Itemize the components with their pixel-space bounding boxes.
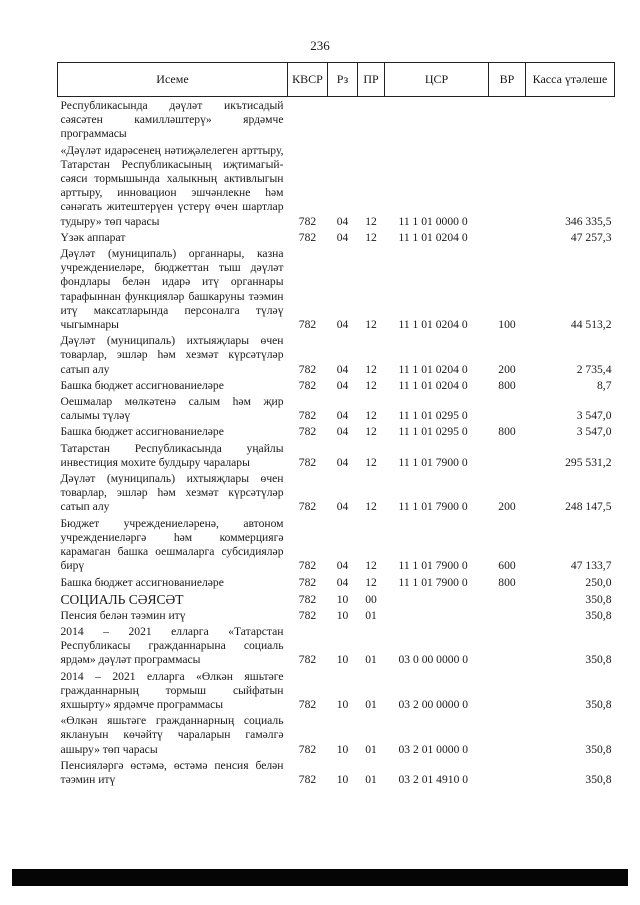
cell-vr	[489, 97, 526, 142]
cell-rz: 10	[336, 742, 349, 756]
cell-csr: 11 1 01 0295 0	[398, 409, 468, 423]
cell-pr: 12	[365, 362, 377, 376]
cell-csr: 03 2 00 0000 0	[398, 697, 469, 711]
cell-rz: 10	[336, 608, 349, 622]
table-row	[58, 423, 615, 439]
cell-kvsr: 782	[298, 559, 317, 573]
table-row	[58, 377, 615, 393]
cell-csr	[385, 97, 489, 142]
table-row	[58, 97, 615, 142]
cell-pr: 01	[365, 608, 377, 622]
table-row	[58, 590, 615, 607]
cell-kvsr: 782	[298, 409, 317, 423]
cell-vr	[489, 229, 526, 245]
budget-table	[57, 62, 615, 787]
cell-vr: 200	[498, 362, 516, 376]
cell-amount: 346 335,5	[565, 214, 612, 228]
cell-name: «Дәүләт идарәсенең нәтиҗәлелеген арттыру, Татарстан Республикасының иҗтимагый-сәяси тормышында халыкның активлыгын арттыру, инновацион эшчәнлекне һәм сәнәгать житештерүен үстерү өчен шартлар тудыру» төп чарасы	[60, 143, 284, 228]
cell-kvsr: 782	[298, 742, 317, 756]
cell-vr	[489, 607, 526, 623]
cell-name: 2014 – 2021 елларга «Татарстан Республикасы гражданнарына социаль ярдәм» дәүләт программасы	[60, 624, 284, 667]
cell-name: Башка бюджет ассигнованиеләре	[60, 378, 224, 392]
table-header-row	[58, 63, 615, 97]
cell-name: Дәүләт (муниципаль) ихтыяҗлары өчен товарлар, эшләр һәм хезмәт күрсәтүләр сатып алу	[60, 472, 284, 514]
cell-kvsr: 782	[298, 653, 317, 667]
column-header-pr: ПР	[358, 63, 385, 97]
cell-rz: 10	[336, 592, 349, 606]
cell-vr: 800	[498, 575, 516, 589]
table-row	[58, 142, 615, 229]
cell-vr	[489, 668, 526, 713]
cell-kvsr: 782	[298, 608, 317, 622]
cell-amount: 3 547,0	[576, 425, 612, 439]
cell-rz: 04	[336, 425, 349, 439]
cell-kvsr	[288, 97, 328, 142]
cell-kvsr: 782	[298, 500, 317, 514]
page-number: 236	[310, 38, 330, 53]
table-row	[58, 623, 615, 668]
cell-rz: 04	[336, 214, 349, 228]
cell-pr: 12	[365, 214, 377, 228]
cell-vr	[489, 393, 526, 423]
cell-vr: 800	[498, 425, 516, 439]
cell-kvsr: 782	[298, 362, 317, 376]
cell-pr: 12	[365, 409, 377, 423]
cell-pr: 12	[365, 500, 377, 514]
cell-vr: 600	[498, 559, 516, 573]
cell-name: Башка бюджет ассигнованиеләре	[60, 575, 224, 589]
cell-kvsr: 782	[298, 230, 317, 244]
cell-pr: 01	[365, 653, 377, 667]
cell-pr	[358, 97, 385, 142]
cell-amount: 350,8	[585, 697, 612, 711]
cell-rz: 04	[336, 575, 349, 589]
cell-name: Пенсияләргә өстәмә, өстәмә пенсия белән тәэмин итү	[60, 758, 284, 786]
cell-csr: 03 0 00 0000 0	[398, 653, 469, 667]
column-header-csr: ЦСР	[385, 63, 489, 97]
cell-pr: 01	[365, 772, 377, 786]
cell-kvsr: 782	[298, 318, 317, 332]
cell-amount: 350,8	[585, 592, 612, 606]
cell-name: Пенсия белән тәэмин итү	[60, 608, 186, 622]
cell-amount: 47 257,3	[570, 230, 612, 244]
cell-kvsr: 782	[298, 378, 317, 392]
scan-edge-bar	[12, 869, 628, 886]
cell-amount: 248 147,5	[565, 500, 612, 514]
column-header-rz: Рз	[328, 63, 358, 97]
cell-vr	[489, 757, 526, 787]
cell-csr: 11 1 01 7900 0	[398, 500, 468, 514]
cell-amount: 2 735,4	[576, 362, 612, 376]
cell-csr: 11 1 01 0204 0	[398, 230, 468, 244]
cell-vr	[489, 623, 526, 668]
cell-csr: 11 1 01 7900 0	[398, 455, 468, 469]
cell-kvsr: 782	[298, 214, 317, 228]
cell-rz: 04	[336, 559, 349, 573]
cell-name: Башка бюджет ассигнованиеләре	[60, 425, 224, 439]
cell-pr: 12	[365, 425, 377, 439]
cell-rz: 04	[336, 455, 349, 469]
table-row	[58, 245, 615, 332]
cell-name: Оешмалар мөлкәтенә салым һәм җир салымы түләү	[60, 395, 284, 423]
cell-csr: 03 2 01 4910 0	[398, 772, 469, 786]
table-row	[58, 668, 615, 713]
cell-name: СОЦИАЛЬ СӘЯСӘТ	[60, 591, 184, 607]
cell-vr	[489, 440, 526, 470]
table-row	[58, 757, 615, 787]
cell-rz: 04	[336, 362, 349, 376]
cell-kvsr: 782	[298, 575, 317, 589]
cell-vr: 100	[498, 318, 516, 332]
table-row	[58, 393, 615, 423]
cell-kvsr: 782	[298, 592, 317, 606]
cell-rz: 10	[336, 653, 349, 667]
cell-csr: 11 1 01 7900 0	[398, 559, 468, 573]
cell-csr: 11 1 01 0295 0	[398, 425, 468, 439]
cell-name: Дәүләт (муниципаль) ихтыяҗлары өчен товарлар, эшләр һәм хезмәт күрсәтүләр сатып алу	[60, 334, 284, 376]
cell-name: Татарстан Республикасында уңайлы инвестиция мохите булдыру чаралары	[60, 441, 284, 469]
cell-pr: 01	[365, 742, 377, 756]
table-row	[58, 440, 615, 470]
cell-amount: 295 531,2	[565, 455, 612, 469]
cell-csr: 03 2 01 0000 0	[398, 742, 469, 756]
cell-rz: 04	[336, 230, 349, 244]
cell-pr: 00	[365, 592, 377, 606]
cell-pr: 12	[365, 559, 377, 573]
column-header-name: Исеме	[58, 63, 288, 97]
cell-kvsr: 782	[298, 697, 317, 711]
cell-name: Үзәк аппарат	[60, 230, 126, 244]
cell-vr	[489, 712, 526, 757]
cell-rz: 10	[336, 772, 349, 786]
table-row	[58, 712, 615, 757]
cell-amount: 350,8	[585, 653, 612, 667]
cell-csr: 11 1 01 0000 0	[398, 214, 468, 228]
cell-kvsr: 782	[298, 455, 317, 469]
cell-csr	[385, 590, 489, 607]
cell-rz: 04	[336, 500, 349, 514]
table-body	[58, 97, 615, 788]
cell-name: Дәүләт (муниципаль) органнары, казна учреждениеләре, бюджеттан тыш дәүләт фондлары белән идарә итү органнары тарафыннан функцияләр башкаруны тәэмин итү максатларында персоналга түләү чыгымнары	[60, 247, 284, 332]
table-row	[58, 470, 615, 515]
cell-name: Бюджет учреждениеләренә, автоном учреждениеләргә һәм коммерциягә карамаган башка оешмаларга субсидияләр бирү	[60, 516, 284, 573]
cell-amount	[526, 97, 615, 142]
column-header-kvsr: КВСР	[288, 63, 328, 97]
cell-rz: 04	[336, 318, 349, 332]
cell-csr: 11 1 01 0204 0	[398, 318, 468, 332]
cell-amount: 44 513,2	[570, 318, 612, 332]
column-header-amount: Касса үтәлеше	[526, 63, 615, 97]
cell-rz: 04	[336, 409, 349, 423]
table-row	[58, 574, 615, 590]
cell-csr: 11 1 01 7900 0	[398, 575, 468, 589]
cell-name: Республикасында дәүләт икътисадый сәясәтен камилләштерү» ярдәмче программасы	[60, 99, 284, 141]
cell-csr: 11 1 01 0204 0	[398, 378, 468, 392]
cell-name: 2014 – 2021 елларга «Өлкән яшьтәге гражданнарның тормыш сыйфатын яхшырту» ярдәмче программасы	[60, 669, 284, 711]
cell-pr: 12	[365, 230, 377, 244]
cell-csr: 11 1 01 0204 0	[398, 362, 468, 376]
cell-rz: 04	[336, 378, 349, 392]
cell-kvsr: 782	[298, 425, 317, 439]
cell-vr	[489, 590, 526, 607]
cell-amount: 350,8	[585, 608, 612, 622]
cell-rz: 10	[336, 697, 349, 711]
cell-amount: 350,8	[585, 772, 612, 786]
cell-rz	[328, 97, 358, 142]
cell-amount: 350,8	[585, 742, 612, 756]
cell-vr: 800	[498, 378, 516, 392]
cell-vr: 200	[498, 500, 516, 514]
cell-amount: 8,7	[597, 378, 612, 392]
cell-amount: 47 133,7	[570, 559, 612, 573]
column-header-vr: ВР	[489, 63, 526, 97]
cell-amount: 3 547,0	[576, 409, 612, 423]
table-row	[58, 607, 615, 623]
cell-pr: 12	[365, 455, 377, 469]
cell-kvsr: 782	[298, 772, 317, 786]
table-row	[58, 332, 615, 377]
cell-pr: 12	[365, 318, 377, 332]
cell-name: «Өлкән яшьтәге гражданнарның социаль яклануын көчәйтү чараларын гамәлгә ашыру» төп чарасы	[60, 714, 284, 756]
cell-csr	[385, 607, 489, 623]
cell-pr: 12	[365, 378, 377, 392]
cell-pr: 01	[365, 697, 377, 711]
table-row	[58, 515, 615, 574]
cell-amount: 250,0	[585, 575, 612, 589]
cell-vr	[489, 142, 526, 229]
cell-pr: 12	[365, 575, 377, 589]
table-row	[58, 229, 615, 245]
